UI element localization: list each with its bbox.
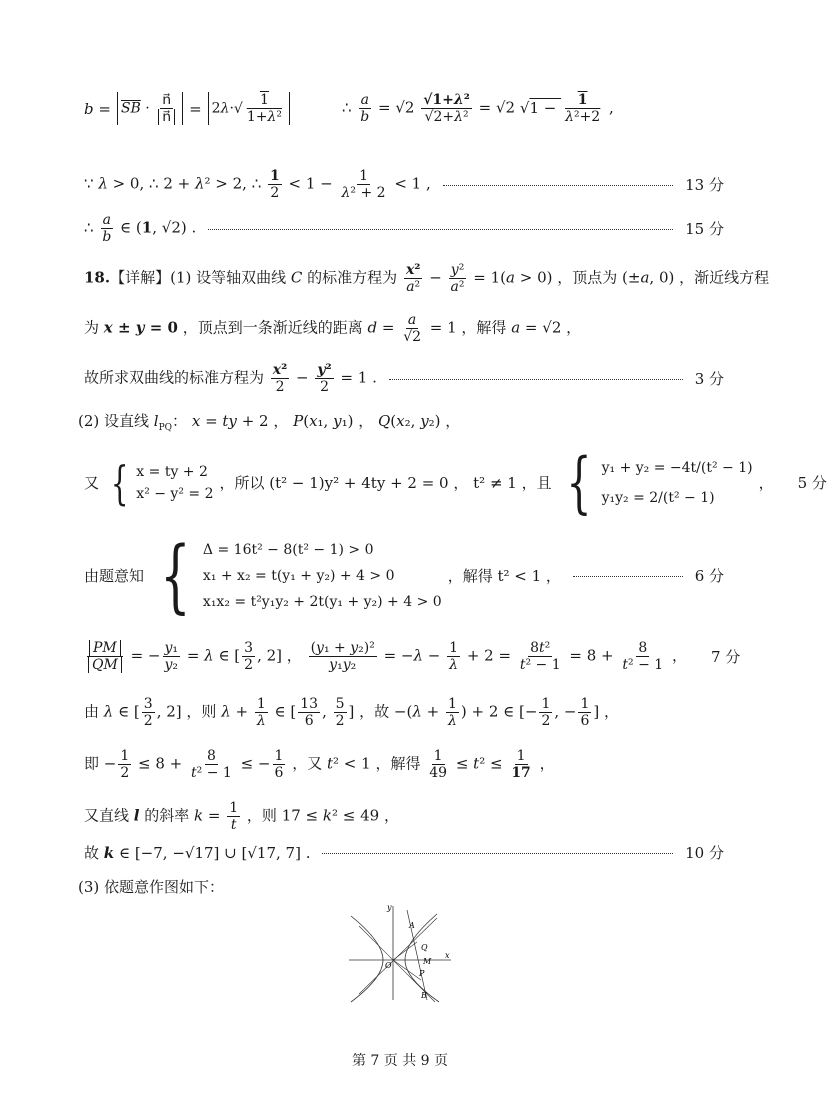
system-brace-1: { x = ty + 2 x² − y² = 2 [110,456,214,510]
score-3: 3 分 [694,369,724,388]
label-a: A [409,921,415,930]
line-b-formula: b = $\overline{SB}$ · $\frac{n⃗}{n⃗}$ = 2λ· √ $\frac{1}{\text{1+λ²}}$ ∴ $\frac{a}{b}$ = √2 $\frac{\text{√1+λ²}}{\text{√2+λ²}}$ = √2 √ 1 − $\frac{1}{\text{λ²+2}}$ , [84,92,724,125]
line-t-range: 即 − $\frac{1}{2}$ ≤ 8 + $\frac{8}{\text{t² − 1}}$ ≤ − $\frac{1}{6}$ ，又 t² < 1 ，解得 $\frac{1}{49}$ ≤ t² ≤ $\frac{1}{17}$ ， [84,748,555,781]
math-b: b = [84,99,111,118]
line-lambda-interval: 由 λ ∈ [ $\frac{3}{2}$ , 2] ，则 λ + $\frac{1}{\lambda}$ ∈ [ $\frac{13}{6}$ , $\frac{5}{2}$ ] ，故 −(λ + $\frac{1}{\lambda}$ ) + 2 ∈ [− $\frac{1}{2}$ , − $\frac{1}{6}$ ] ， [84,696,620,729]
line-ratio-range: ∴ $\frac{a}{b}$ ∈ (1, √2) . 15 分 [84,212,724,245]
hyperbola-figure [345,902,455,1002]
line-asymptote: 为 x ± y = 0 ，顶点到一条渐近线的距离 d = $\frac{a}{√2}$ = 1 ，解得 a = √2 ， [84,312,582,345]
line-system-1: 又 { x = ty + 2 x² − y² = 2 ，所以 (t² − 1)y² + 4ty + 2 = 0 ， t² ≠ 1 ，且 { y₁ + y₂ = −4t/(t² − 1) y₁y₂ = 2/(t² − 1) ， 5 分 [84,444,827,521]
page-footer: 第 7 页 共 9 页 [351,1053,449,1069]
system-brace-2: { y₁ + y₂ = −4t/(t² − 1) y₁y₂ = 2/(t² − 1) [565,444,753,521]
score-13: 13 分 [685,175,724,194]
left-branch [351,916,383,1002]
label-o: O [385,961,392,970]
score-6: 6 分 [694,567,724,585]
label-q: Q [421,943,428,952]
label-b: B [421,991,427,1000]
line-part3: (3) 依题意作图如下： [78,878,225,896]
score-10: 10 分 [685,844,724,862]
line-lambda-range: ∵ λ > 0, ∴ 2 + λ² > 2, ∴ $\frac{1}{2}$ < 1 − $\frac{1}{\text{λ² + 2}}$ < 1 , 13 分 [84,168,724,201]
line-standard-equation: 故所求双曲线的标准方程为 $\frac{\text{x²}}{2}$ − $\frac{\text{y²}}{2}$ = 1 . 3 分 [84,362,724,395]
score-7: 7 分 [710,647,741,666]
label-x: x [445,951,450,960]
line-part2-setup: (2) 设直线 $l_{PQ}$： x = ty + 2 ， P(x₁, y₁) ， Q(x₂, y₂) ， [78,412,461,433]
score-5: 5 分 [797,474,827,492]
score-15: 15 分 [685,219,724,238]
line-k-range: 故 k ∈ [−7, −√17] ∪ [√17, 7] . 10 分 [84,844,724,862]
line-slope: 又直线 l 的斜率 k = $\frac{1}{t}$ ，则 17 ≤ k² ≤ 49 ， [84,800,399,833]
label-m: M [423,957,432,966]
label-p: P [419,969,425,978]
system-brace-3: { Δ = 16t² − 8(t² − 1) > 0 x₁ + x₂ = t(y₁ + y₂) + 4 > 0 x₁x₂ = t²y₁y₂ + 2t(y₁ + y₂) + 4 > 0 [160,529,442,622]
line-system-2: 由题意知 { Δ = 16t² − 8(t² − 1) > 0 x₁ + x₂ = t(y₁ + y₂) + 4 > 0 x₁x₂ = t²y₁y₂ + 2t(y₁ + y₂) + 4 > 0 ，解得 t² < 1 ， 6 分 [84,529,724,622]
line-18-intro: 18.【详解】(1) 设等轴双曲线 C 的标准方程为 $\frac{\text{x²}}{\text{a²}}$ − $\frac{\text{y²}}{\text{a²}}$ = 1(a > 0) ，顶点为 (±a, 0) ，渐近线方程 [84,262,770,295]
line-ratio-lambda: $\frac{PM}{QM}$ = − $\frac{\text{y₁}}{\text{y₂}}$ = λ ∈ [ $\frac{3}{2}$ , 2] ， $\frac{\text{(y₁ + y₂)²}}{\text{y₁y₂}}$ = −λ − $\frac{1}{\lambda}$ + 2 = $\frac{\text{8t²}}{\text{t² − 1}}$ = 8 + $\frac{8}{\text{t² − 1}}$ ， 7 分 [84,640,724,673]
label-y: y [387,903,392,912]
segment-op [393,960,421,980]
